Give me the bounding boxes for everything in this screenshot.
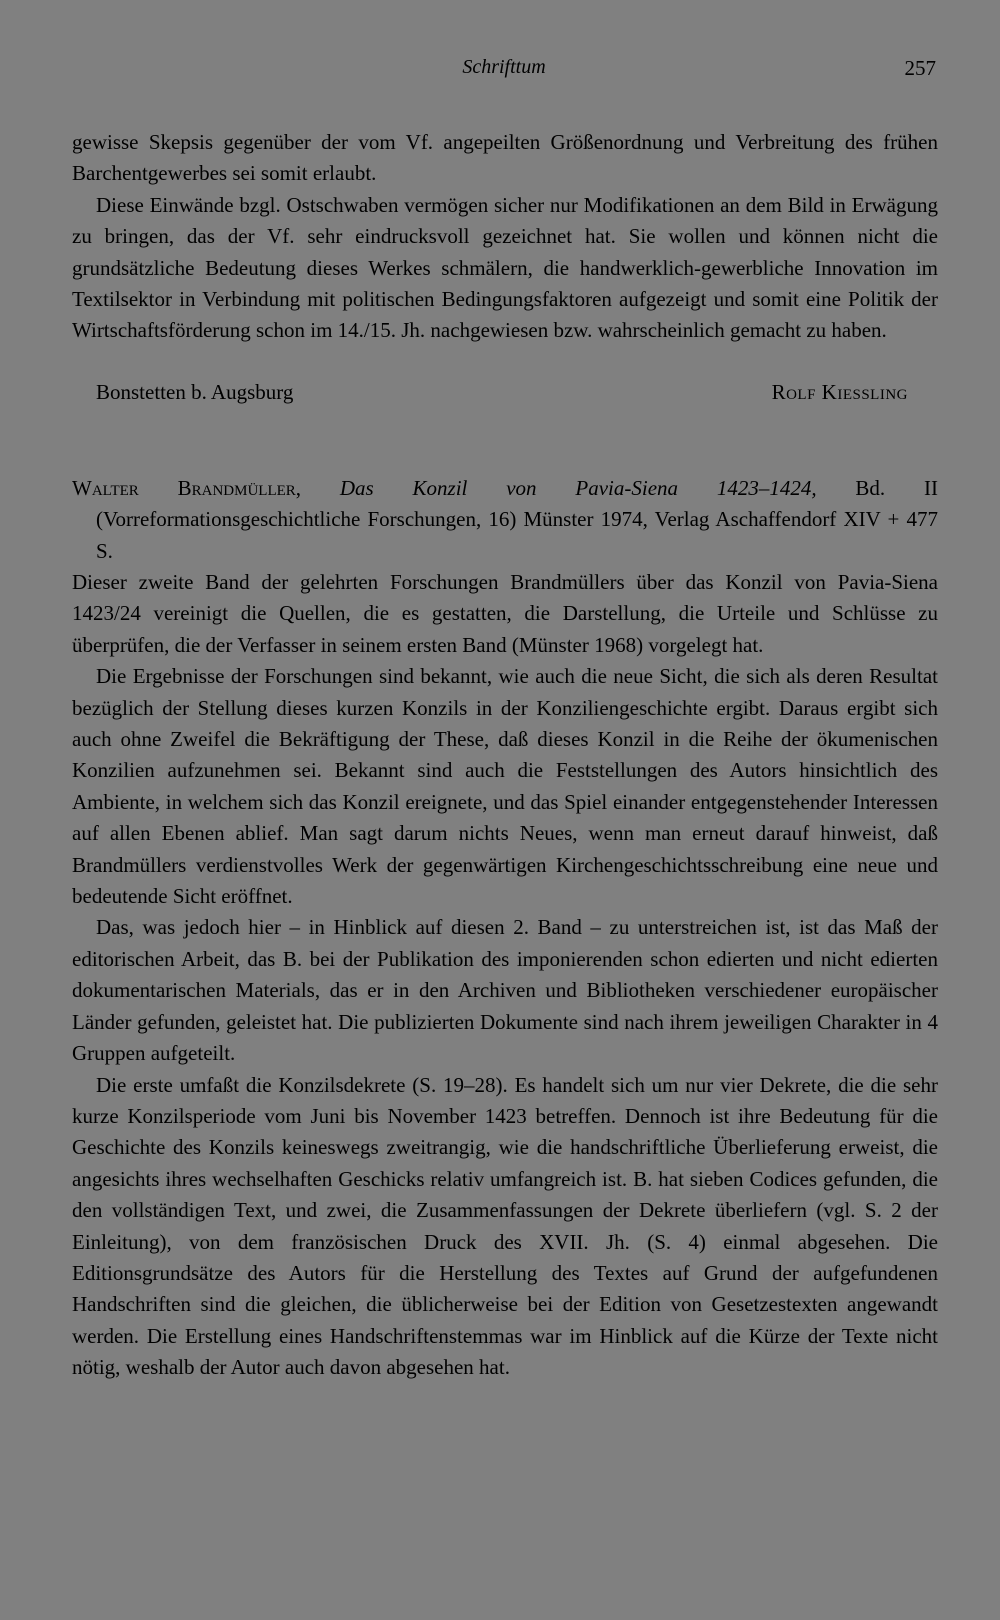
review1-paragraph-1: gewisse Skepsis gegenüber der vom Vf. angepeilten Größenordnung und Verbreitung des frühen Barchentgewerbes sei somit erlaubt. bbox=[72, 130, 938, 186]
review2-paragraph-3: Das, was jedoch hier – in Hinblick auf diesen 2. Band – zu unterstreichen ist, ist das Maß der editorischen Arbeit, das B. bei der Publikation des imponierenden schon edierten und nicht edierten dokumentarischen Materials, das er in den Archiven und Bibliotheken verschiedener europäischer Länder gefunden, geleistet hat. Die publizierten Dokumente sind nach ihrem jeweiligen Charakter in 4 Gruppen aufgeteilt. bbox=[72, 915, 938, 1066]
page-number: 257 bbox=[904, 56, 936, 80]
review2-citation bbox=[72, 473, 938, 567]
citation-title: Das Konzil von Pavia-Siena 1423–1424, bbox=[339, 476, 817, 500]
review1-body bbox=[72, 127, 938, 347]
review2-paragraph-4: Die erste umfaßt die Konzilsdekrete (S. 19–28). Es handelt sich um nur vier Dekrete, die die sehr kurze Konzilsperiode vom Juni bis November 1423 betreffen. Dennoch ist ihre Bedeutung für die Geschichte des Konzils keineswegs zweitrangig, wie die handschriftliche Überlieferung erweist, die angesichts ihres wechselhaften Geschicks relativ umfangreich ist. B. hat sieben Codices gefunden, die den vollständigen Text, und zwei, die Zusammenfassungen der Dekrete überliefern (vgl. S. 2 der Einleitung), von dem französischen Druck des XVII. Jh. (S. 4) einmal abgesehen. Die Editionsgrundsätze des Autors für die Herstellung des Textes auf Grund der aufgefundenen Handschriften sind die gleichen, die üblicherweise bei der Edition von Gesetzestexten angewandt werden. Die Erstellung eines Handschriftenstemmas war im Hinblick auf die Kürze der Texte nicht nötig, weshalb der Autor auch davon abgesehen hat. bbox=[72, 1072, 938, 1380]
citation-details: Bd. II (Vorreformationsgeschichtliche Forschungen, 16) Münster 1974, Verlag Aschaffendorf XIV + 477 S. bbox=[96, 476, 939, 563]
review2-body bbox=[72, 567, 938, 1384]
signature-place: Bonstetten b. Augsburg bbox=[96, 380, 294, 404]
review1-paragraph-2: Diese Einwände bzgl. Ostschwaben vermögen sicher nur Modifikationen an dem Bild in Erwägung zu bringen, das der Vf. sehr eindrucksvoll gezeichnet hat. Sie wollen und können nicht die grundsätzliche Bedeutung dieses Werkes schmälern, die handwerklich-gewerbliche Innovation im Textilsektor in Verbindung mit politischen Bedingungsfaktoren aufgezeigt und somit eine Politik der Wirtschaftsförderung schon im 14./15. Jh. nachgewiesen bzw. wahrscheinlich gemacht zu haben. bbox=[72, 192, 938, 343]
citation-author: Walter Brandmüller, bbox=[72, 476, 302, 500]
review2-paragraph-2: Die Ergebnisse der Forschungen sind bekannt, wie auch die neue Sicht, die sich als deren Resultat bezüglich der Stellung dieses kurzen Konzils in der Konziliengeschichte ergibt. Daraus ergibt sich auch ohne Zweifel die Bekräftigung der These, daß dieses Konzil in die Reihe der ökumenischen Konzilien aufzunehmen sei. Bekannt sind auch die Feststellungen des Autors hinsichtlich des Ambiente, in welchem sich das Konzil ereignete, und das Spiel einander entgegenstehender Interessen auf allen Ebenen ablief. Man sagt darum nichts Neues, wenn man erneut darauf hinweist, daß Brandmüllers verdienstvolles Werk der gegenwärtigen Kirchengeschichtsschreibung eine neue und bedeutende Sicht eröffnet. bbox=[72, 664, 938, 909]
page-header bbox=[72, 56, 936, 92]
bibliographic-citation bbox=[72, 473, 938, 567]
signature-author: Rolf Kiessling bbox=[771, 380, 908, 404]
running-head: Schrifttum bbox=[462, 56, 546, 78]
review2-paragraph-1: Dieser zweite Band der gelehrten Forschungen Brandmüllers über das Konzil von Pavia-Siena 1423/24 vereinigt die Quellen, die es gestatten, die Darstellung, die Urteile und Schlüsse zu überprüfen, die der Verfasser in seinem ersten Band (Münster 1968) vorgelegt hat. bbox=[72, 570, 938, 657]
review1-signature bbox=[96, 380, 908, 412]
